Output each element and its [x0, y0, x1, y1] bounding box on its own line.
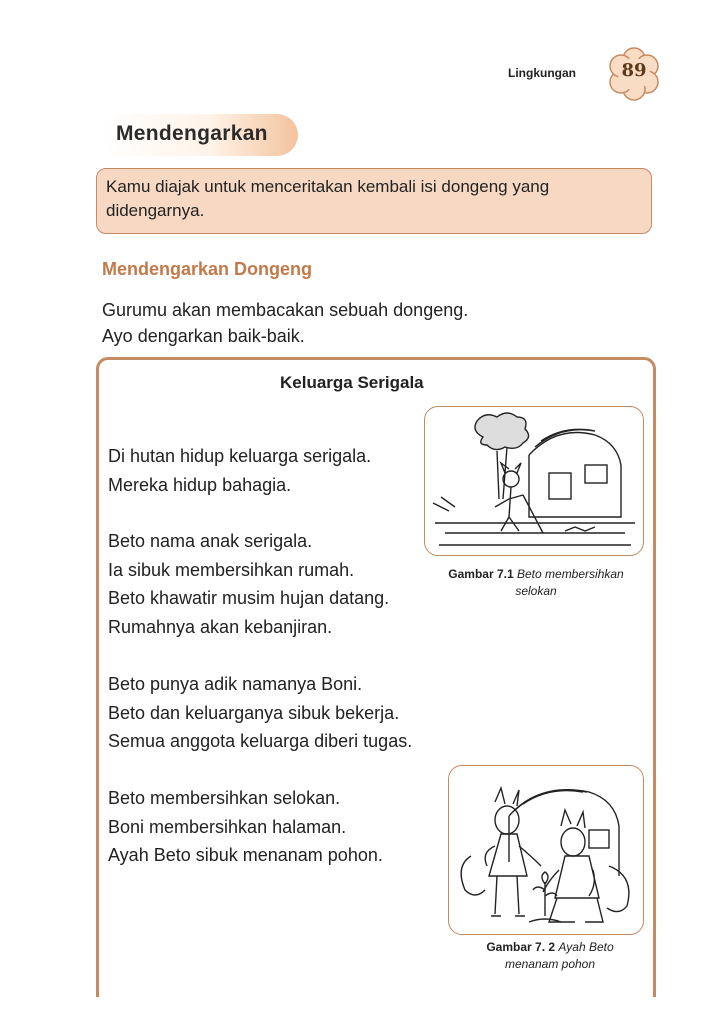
caption-text: menanam pohon — [504, 957, 596, 971]
story-paragraph — [108, 670, 412, 756]
story-line: Ayah Beto sibuk menanam pohon. — [108, 845, 383, 865]
story-paragraph — [108, 442, 371, 499]
story-title: Keluarga Serigala — [280, 373, 424, 392]
figure-label: Gambar 7.1 — [448, 567, 514, 581]
story-paragraph — [108, 527, 389, 641]
story-line: Ia sibuk membersihkan rumah. — [108, 559, 355, 580]
story-paragraph — [108, 784, 383, 870]
story-line: Beto punya adik namanya Boni. — [108, 674, 363, 694]
story-line: Semua anggota keluarga diberi tugas. — [108, 731, 413, 751]
figure-label: Gambar 7. 2 — [486, 940, 556, 954]
caption-text: Ayah Beto — [558, 940, 614, 954]
story-line: Mereka hidup bahagia. — [108, 474, 292, 495]
figure-caption — [426, 566, 646, 600]
activity-intro — [102, 297, 468, 349]
figure-beto-cleaning-gutter — [424, 406, 644, 556]
beto-cleaning-illustration — [425, 407, 644, 556]
section-title: Mendengarkan — [116, 122, 268, 145]
story-line: Beto nama anak serigala. — [108, 531, 313, 551]
activity-heading: Mendengarkan Dongeng — [102, 259, 313, 279]
story-line: Beto khawatir musim hujan datang. — [108, 588, 390, 608]
story-line: Rumahnya akan kebanjiran. — [108, 616, 333, 637]
page-number: 89 — [621, 60, 647, 81]
story-line: Beto membersihkan selokan. — [108, 788, 341, 808]
intro-line: Gurumu akan membacakan sebuah dongeng. — [102, 300, 469, 320]
intro-line: Ayo dengarkan baik-baik. — [102, 326, 305, 346]
father-planting-illustration — [449, 766, 644, 935]
story-line: Beto dan keluarganya sibuk bekerja. — [108, 702, 400, 723]
figure-father-planting-tree — [448, 765, 644, 935]
caption-text: selokan — [515, 584, 557, 598]
caption-text: Beto membersihkan — [517, 567, 624, 581]
chapter-topic: Lingkungan — [508, 66, 576, 80]
story-line: Boni membersihkan halaman. — [108, 816, 347, 837]
story-line: Di hutan hidup keluarga serigala. — [108, 446, 372, 466]
learning-goal-text: Kamu diajak untuk menceritakan kembali isi dongeng yang didengarnya. — [106, 177, 550, 220]
figure-caption — [452, 939, 648, 973]
